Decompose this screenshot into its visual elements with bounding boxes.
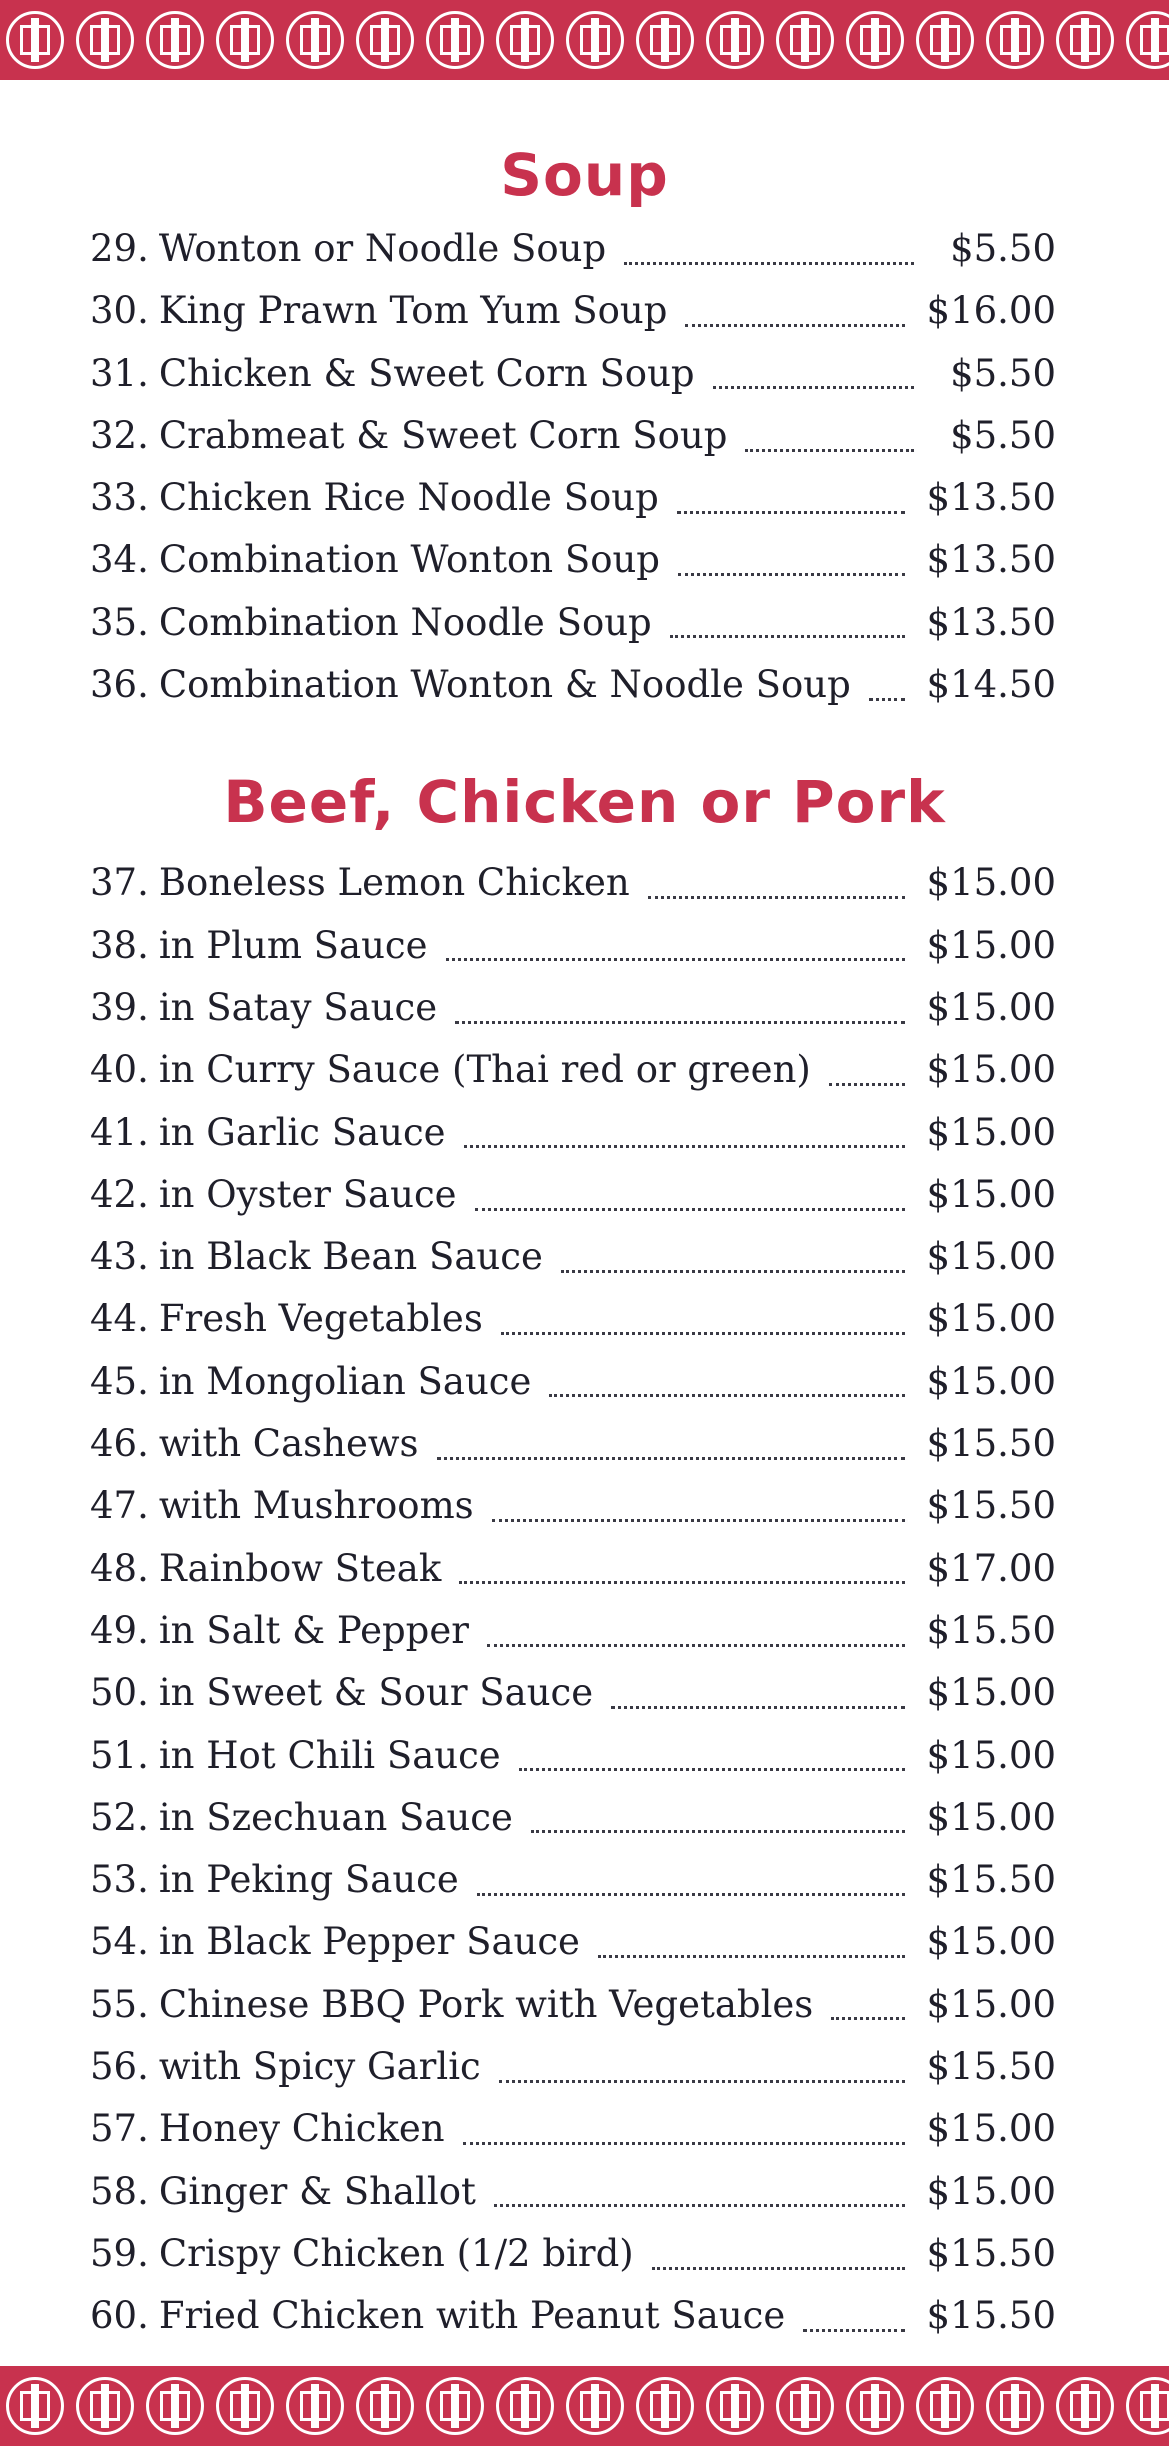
menu-item-row [90, 654, 1056, 716]
menu-item-number: 49. [90, 1608, 149, 1652]
dot-leader [501, 1332, 905, 1335]
dot-leader [829, 1083, 905, 1086]
menu-item-price: $15.50 [926, 1422, 1056, 1466]
dot-leader [713, 386, 914, 389]
menu-item-number: 33. [90, 476, 149, 520]
menu-item-name: in Salt & Pepper [158, 1608, 469, 1652]
chinese-shou-medallion-icon [776, 11, 834, 69]
menu-item-row [90, 1164, 1056, 1226]
menu-item-row [90, 1039, 1056, 1101]
menu-item-name: Chicken & Sweet Corn Soup [158, 351, 695, 395]
chinese-shou-medallion-icon [916, 11, 974, 69]
menu-item-name: Rainbow Steak [158, 1546, 442, 1590]
menu-item-row [90, 280, 1056, 342]
dot-leader [869, 698, 905, 701]
menu-item-price: $13.50 [926, 476, 1056, 520]
menu-item-price: $15.00 [926, 1110, 1056, 1154]
menu-item-price: $15.50 [926, 2231, 1056, 2275]
menu-item-name: in Mongolian Sauce [158, 1359, 532, 1403]
menu-item-row [90, 1787, 1056, 1849]
menu-item-row [90, 1538, 1056, 1600]
menu-item-number: 60. [90, 2294, 149, 2338]
menu-page [0, 80, 1169, 2366]
menu-item-row [90, 1974, 1056, 2036]
menu-item-price: $15.00 [926, 1359, 1056, 1403]
menu-item-price: $15.50 [926, 1858, 1056, 1902]
chinese-shou-medallion-icon [706, 2377, 764, 2435]
menu-item-name: Fried Chicken with Peanut Sauce [158, 2294, 786, 2338]
menu-item-price: $15.00 [926, 861, 1056, 905]
dot-leader [745, 449, 914, 452]
menu-item-number: 44. [90, 1297, 149, 1341]
beef-chicken-pork-section-title: Beef, Chicken or Pork [223, 768, 946, 837]
chinese-shou-medallion-icon [776, 2377, 834, 2435]
menu-item-name: in Peking Sauce [158, 1858, 459, 1902]
menu-item-price: $14.50 [926, 663, 1056, 707]
menu-item-number: 29. [90, 227, 149, 270]
menu-item-number: 52. [90, 1795, 149, 1839]
menu-item-number: 59. [90, 2231, 149, 2275]
menu-item-price: $15.00 [926, 1671, 1056, 1715]
menu-item-price: $16.00 [926, 289, 1056, 333]
menu-item-name: Fresh Vegetables [158, 1297, 483, 1341]
chinese-shou-medallion-icon [566, 2377, 624, 2435]
dot-leader [519, 1768, 905, 1771]
menu-item-number: 54. [90, 1920, 149, 1964]
menu-item-name: Ginger & Shallot [158, 2169, 476, 2213]
menu-item-row [90, 1849, 1056, 1911]
menu-item-price: $15.00 [926, 1172, 1056, 1216]
menu-item-row [90, 467, 1056, 529]
menu-item-number: 36. [90, 663, 149, 707]
menu-item-number: 38. [90, 923, 149, 967]
dot-leader [648, 896, 905, 899]
menu-item-row [90, 2098, 1056, 2160]
chinese-shou-medallion-icon [216, 11, 274, 69]
dot-leader [475, 1208, 905, 1211]
top-decorative-border [0, 0, 1169, 80]
dot-leader [492, 1519, 905, 1522]
menu-item-price: $15.50 [926, 2294, 1056, 2338]
chinese-shou-medallion-icon [496, 11, 554, 69]
menu-item-price: $15.00 [926, 1982, 1056, 2026]
chinese-shou-medallion-icon [846, 2377, 904, 2435]
menu-item-number: 50. [90, 1671, 149, 1715]
dot-leader [549, 1394, 904, 1397]
chinese-shou-medallion-icon [636, 11, 694, 69]
chinese-shou-medallion-icon [706, 11, 764, 69]
dot-leader [611, 1706, 904, 1709]
menu-item-row [90, 529, 1056, 591]
menu-item-price: $5.50 [950, 351, 1056, 395]
chinese-shou-medallion-icon [636, 2377, 694, 2435]
dot-leader [531, 1830, 905, 1833]
menu-item-name: in Black Pepper Sauce [158, 1920, 580, 1964]
chinese-shou-medallion-icon [356, 2377, 414, 2435]
menu-item-number: 41. [90, 1110, 149, 1154]
menu-item-number: 30. [90, 289, 149, 333]
menu-item-price: $15.00 [926, 2107, 1056, 2151]
chinese-shou-medallion-icon [566, 11, 624, 69]
dot-leader [831, 2017, 904, 2020]
menu-item-name: Chinese BBQ Pork with Vegetables [158, 1982, 814, 2026]
menu-item-price: $15.00 [926, 923, 1056, 967]
chinese-shou-medallion-icon [1056, 2377, 1114, 2435]
chinese-shou-medallion-icon [286, 11, 344, 69]
menu-item-number: 32. [90, 413, 149, 457]
menu-item-row [90, 1288, 1056, 1350]
dot-leader [459, 1581, 904, 1584]
menu-item-name: in Plum Sauce [158, 923, 428, 967]
menu-item-row [90, 1662, 1056, 1724]
menu-item-name: in Curry Sauce (Thai red or green) [158, 1048, 811, 1092]
menu-item-row [90, 2036, 1056, 2098]
menu-item-name: in Sweet & Sour Sauce [158, 1671, 594, 1715]
menu-item-row [90, 2161, 1056, 2223]
menu-item-number: 56. [90, 2045, 149, 2089]
menu-item-price: $13.50 [926, 600, 1056, 644]
menu-item-name: in Oyster Sauce [158, 1172, 457, 1216]
menu-item-name: Crispy Chicken (1/2 bird) [158, 2231, 634, 2275]
menu-item-number: 45. [90, 1359, 149, 1403]
menu-item-price: $5.50 [950, 227, 1056, 270]
dot-leader [678, 573, 905, 576]
chinese-shou-medallion-icon [846, 11, 904, 69]
menu-item-row [90, 852, 1056, 914]
chinese-shou-medallion-icon [1126, 2377, 1169, 2435]
dot-leader [598, 1955, 905, 1958]
chinese-shou-medallion-icon [6, 11, 64, 69]
menu-item-name: in Szechuan Sauce [158, 1795, 513, 1839]
menu-item-row [90, 2285, 1056, 2347]
bottom-decorative-border [0, 2366, 1169, 2446]
dot-leader [685, 324, 904, 327]
menu-item-number: 55. [90, 1982, 149, 2026]
beef-chicken-pork-menu-list [0, 852, 1169, 2347]
menu-item-row [90, 1102, 1056, 1164]
chinese-shou-medallion-icon [986, 11, 1044, 69]
menu-item-number: 53. [90, 1858, 149, 1902]
chinese-shou-medallion-icon [76, 2377, 134, 2435]
dot-leader [652, 2267, 905, 2270]
menu-item-name: Combination Wonton Soup [158, 538, 660, 582]
menu-item-row [90, 592, 1056, 654]
chinese-shou-medallion-icon [76, 11, 134, 69]
menu-item-name: Crabmeat & Sweet Corn Soup [158, 413, 728, 457]
dot-leader [437, 1457, 905, 1460]
menu-item-number: 34. [90, 538, 149, 582]
menu-item-price: $15.00 [926, 2169, 1056, 2213]
soup-menu-list [0, 218, 1169, 716]
dot-leader [455, 1021, 904, 1024]
menu-item-name: with Cashews [158, 1422, 419, 1466]
menu-item-price: $15.00 [926, 1235, 1056, 1279]
menu-item-row [90, 1413, 1056, 1475]
menu-item-name: Boneless Lemon Chicken [158, 861, 630, 905]
chinese-shou-medallion-icon [6, 2377, 64, 2435]
menu-item-price: $15.50 [926, 2045, 1056, 2089]
menu-item-number: 40. [90, 1048, 149, 1092]
soup-section-title: Soup [500, 141, 669, 209]
chinese-shou-medallion-icon [916, 2377, 974, 2435]
menu-item-row [90, 1911, 1056, 1973]
menu-item-number: 39. [90, 985, 149, 1029]
dot-leader [477, 1893, 905, 1896]
chinese-shou-medallion-icon [496, 2377, 554, 2435]
menu-item-row [90, 977, 1056, 1039]
menu-item-price: $15.00 [926, 1795, 1056, 1839]
menu-item-number: 47. [90, 1484, 149, 1528]
menu-item-row [90, 1475, 1056, 1537]
dot-leader [677, 511, 905, 514]
menu-item-number: 57. [90, 2107, 149, 2151]
menu-item-price: $15.00 [926, 1297, 1056, 1341]
menu-item-name: Combination Noodle Soup [158, 600, 652, 644]
menu-item-name: with Spicy Garlic [158, 2045, 481, 2089]
chinese-shou-medallion-icon [146, 11, 204, 69]
menu-item-row [90, 218, 1056, 280]
chinese-shou-medallion-icon [986, 2377, 1044, 2435]
menu-item-price: $5.50 [950, 413, 1056, 457]
menu-item-number: 31. [90, 351, 149, 395]
chinese-shou-medallion-icon [216, 2377, 274, 2435]
chinese-shou-medallion-icon [146, 2377, 204, 2435]
menu-item-number: 46. [90, 1422, 149, 1466]
chinese-shou-medallion-icon [426, 2377, 484, 2435]
menu-item-number: 43. [90, 1235, 149, 1279]
menu-item-price: $15.00 [926, 1733, 1056, 1777]
dot-leader [446, 958, 905, 961]
menu-item-name: King Prawn Tom Yum Soup [158, 289, 668, 333]
chinese-shou-medallion-icon [286, 2377, 344, 2435]
dot-leader [561, 1270, 905, 1273]
menu-item-name: with Mushrooms [158, 1484, 474, 1528]
menu-item-price: $15.00 [926, 1048, 1056, 1092]
dot-leader [464, 1145, 905, 1148]
chinese-shou-medallion-icon [1056, 11, 1114, 69]
dot-leader [494, 2204, 905, 2207]
menu-item-number: 42. [90, 1172, 149, 1216]
menu-item-row [90, 343, 1056, 405]
menu-item-row [90, 2223, 1056, 2285]
menu-item-number: 51. [90, 1733, 149, 1777]
menu-item-price: $15.00 [926, 1920, 1056, 1964]
menu-item-row [90, 915, 1056, 977]
dot-leader [624, 262, 914, 265]
menu-item-name: Wonton or Noodle Soup [158, 227, 607, 270]
menu-item-price: $15.00 [926, 985, 1056, 1029]
menu-item-name: in Satay Sauce [158, 985, 438, 1029]
menu-item-name: Chicken Rice Noodle Soup [158, 476, 659, 520]
menu-item-number: 58. [90, 2169, 149, 2213]
menu-item-row [90, 1226, 1056, 1288]
menu-item-number: 37. [90, 861, 149, 905]
dot-leader [463, 2142, 905, 2145]
menu-item-row [90, 1351, 1056, 1413]
menu-item-name: Honey Chicken [158, 2107, 445, 2151]
menu-item-number: 35. [90, 600, 149, 644]
menu-item-name: in Black Bean Sauce [158, 1235, 543, 1279]
menu-item-price: $15.50 [926, 1608, 1056, 1652]
menu-item-row [90, 1600, 1056, 1662]
chinese-shou-medallion-icon [426, 11, 484, 69]
dot-leader [487, 1644, 905, 1647]
menu-item-name: Combination Wonton & Noodle Soup [158, 663, 851, 707]
chinese-shou-medallion-icon [356, 11, 414, 69]
menu-item-number: 48. [90, 1546, 149, 1590]
menu-item-name: in Garlic Sauce [158, 1110, 446, 1154]
menu-item-row [90, 405, 1056, 467]
menu-item-price: $17.00 [926, 1546, 1056, 1590]
menu-item-name: in Hot Chili Sauce [158, 1733, 501, 1777]
dot-leader [803, 2329, 904, 2332]
menu-item-price: $15.50 [926, 1484, 1056, 1528]
menu-item-row [90, 1725, 1056, 1787]
dot-leader [499, 2080, 905, 2083]
menu-item-price: $13.50 [926, 538, 1056, 582]
dot-leader [670, 635, 905, 638]
chinese-shou-medallion-icon [1126, 11, 1169, 69]
